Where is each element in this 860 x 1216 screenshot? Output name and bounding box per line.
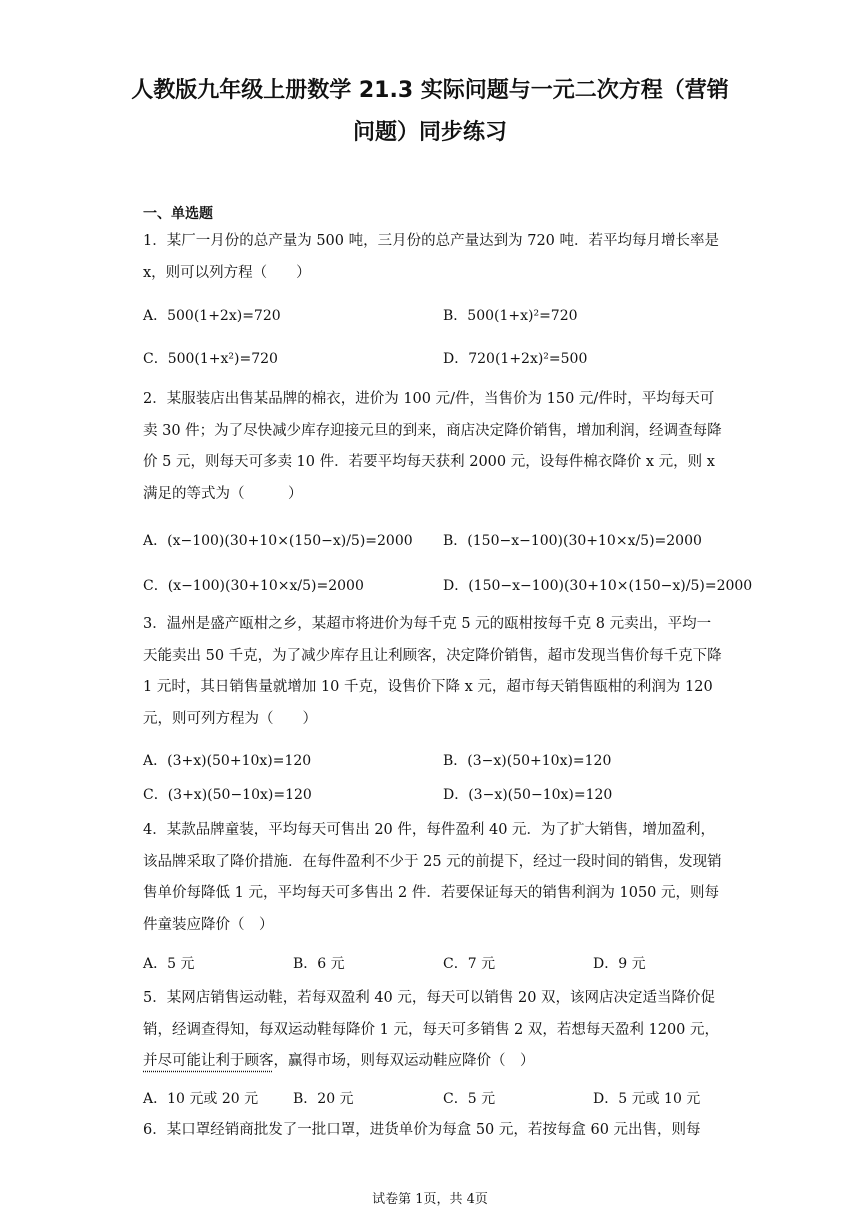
q4-option-c: C．7 元 bbox=[443, 956, 496, 972]
q5-option-b: B．20 元 bbox=[293, 1091, 354, 1107]
page-title-line2: 问题）同步练习 bbox=[352, 120, 507, 145]
q5-option-a: A．10 元或 20 元 bbox=[143, 1091, 259, 1107]
question-5-text-pre: 5．某网店销售运动鞋，若每双盈利 40 元，每天可以销售 20 双，该网店决定适当降价促销，经调查得知，每双运动鞋每降价 1 元，每天可多销售 2 双，若想每天盈利 1200 元， bbox=[143, 990, 720, 1038]
q2-option-a: A．(x−100)(30+10×(150−x)/5)=2000 bbox=[143, 533, 413, 549]
question-1-options-row2 bbox=[143, 348, 723, 368]
question-5 bbox=[143, 983, 723, 1078]
q2-option-b: B．(150−x−100)(30+10×x/5)=2000 bbox=[443, 533, 702, 549]
question-4: 4．某款品牌童装，平均每天可售出 20 件，每件盈利 40 元．为了扩大销售，增加盈利，该品牌采取了降价措施．在每件盈利不少于 25 元的前提下，经过一段时间的销售，发现销售单价每降低 1 元，平均每天可多售出 2 件．若要保证每天的销售利润为 1050 元，则每件童装应降价（ ） bbox=[143, 822, 722, 933]
q4-option-d: D．9 元 bbox=[593, 956, 646, 972]
q3-option-c: C．(3+x)(50−10x)=120 bbox=[143, 787, 312, 803]
q2-option-d: D．(150−x−100)(30+10×(150−x)/5)=2000 bbox=[443, 578, 753, 594]
question-4-options bbox=[143, 953, 723, 973]
question-5-options bbox=[143, 1088, 723, 1108]
q3-option-d: D．(3−x)(50−10x)=120 bbox=[443, 787, 613, 803]
question-1: 1．某厂一月份的总产量为 500 吨，三月份的总产量达到为 720 吨．若平均每月增长率是 x，则可以列方程（ ） bbox=[143, 233, 720, 281]
page-footer: 试卷第 1页，共 4页 bbox=[372, 1192, 488, 1207]
q4-option-b: B．6 元 bbox=[293, 956, 345, 972]
q3-option-b: B．(3−x)(50+10x)=120 bbox=[443, 753, 612, 769]
question-2: 2．某服装店出售某品牌的棉衣，进价为 100 元/件，当售价为 150 元/件时，平均每天可卖 30 件；为了尽快减少库存迎接元旦的到来，商店决定降价销售，增加利润，经调查每降价 5 元，则每天可多卖 10 件．若要平均每天获利 2000 元，设每件棉衣降价 x 元，则 x 满足的等式为（ ） bbox=[143, 391, 722, 502]
question-6: 6．某口罩经销商批发了一批口罩，进货单价为每盒 50 元，若按每盒 60 元出售，则每 bbox=[143, 1122, 701, 1138]
q4-option-a: A．5 元 bbox=[143, 956, 195, 972]
question-5-text-post: ，赢得市场，则每双运动鞋应降价（ ） bbox=[273, 1053, 535, 1069]
question-1-options-row1 bbox=[143, 305, 723, 325]
question-3: 3．温州是盛产瓯柑之乡，某超市将进价为每千克 5 元的瓯柑按每千克 8 元卖出，平均一天能卖出 50 千克，为了减少库存且让利顾客，决定降价销售，超市发现当售价每千克下降 1 元时，其日销售量就增加 10 千克，设售价下降 x 元，超市每天销售瓯柑的利润为 120 元，则可列方程为（ ） bbox=[143, 616, 722, 727]
q2-option-c: C．(x−100)(30+10×x/5)=2000 bbox=[143, 578, 364, 594]
q1-option-a: A．500(1+2x)=720 bbox=[143, 308, 281, 324]
question-3-options-row2 bbox=[143, 784, 723, 804]
q1-option-c: C．500(1+x²)=720 bbox=[143, 351, 278, 367]
q1-option-d: D．720(1+2x)²=500 bbox=[443, 351, 588, 367]
question-2-options-row2 bbox=[143, 575, 753, 595]
question-3-options-row1 bbox=[143, 750, 723, 770]
q5-option-c: C．5 元 bbox=[443, 1091, 496, 1107]
q3-option-a: A．(3+x)(50+10x)=120 bbox=[143, 753, 312, 769]
q1-option-b: B．500(1+x)²=720 bbox=[443, 308, 578, 324]
q5-option-d: D．5 元或 10 元 bbox=[593, 1091, 701, 1107]
question-2-options-row1 bbox=[143, 530, 723, 550]
question-5-emphasis: 并尽可能让利于顾客 bbox=[143, 1053, 274, 1069]
page-title-line1: 人教版九年级上册数学 21.3 实际问题与一元二次方程（营销 bbox=[131, 78, 729, 103]
section-heading: 一、单选题 bbox=[143, 206, 213, 222]
